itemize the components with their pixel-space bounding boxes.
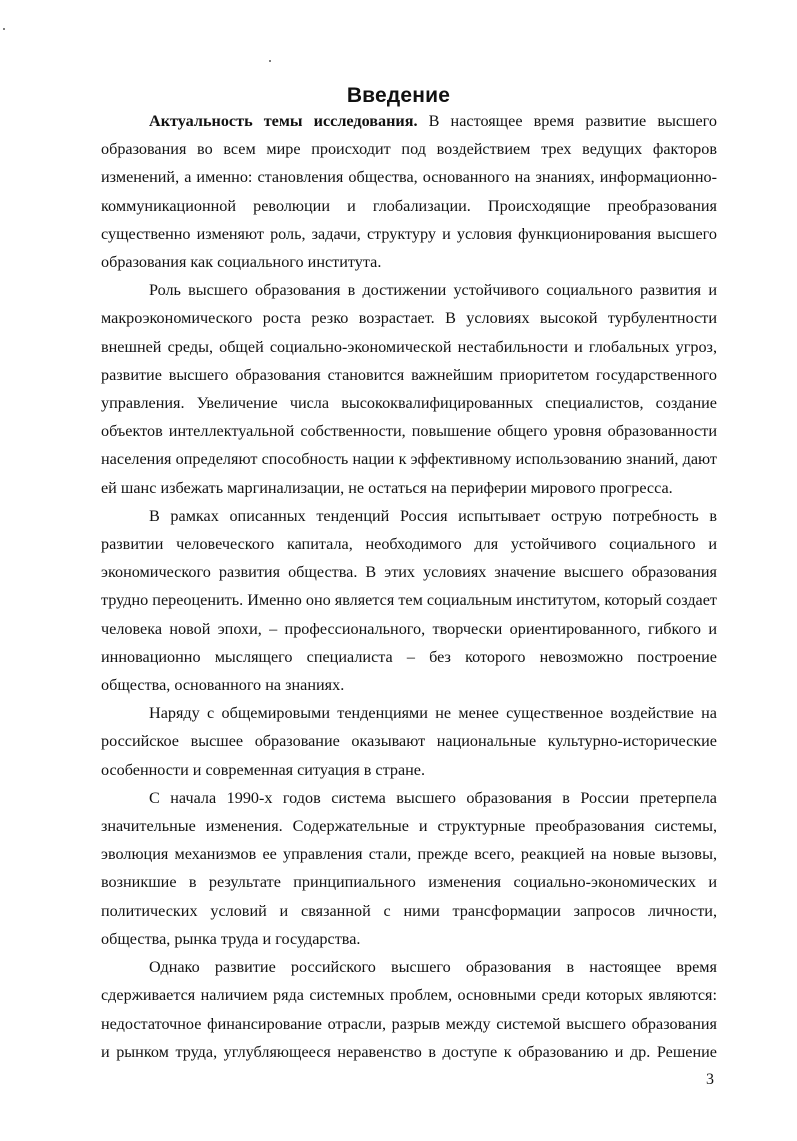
paragraph: Наряду с общемировыми тенденциями не менее существенное воздействие на российское высшее образование оказывают национальные культурно-исторические особенности и современная ситуация в стране. <box>101 704 717 779</box>
paragraph-relevance <box>101 107 717 276</box>
body-text <box>101 107 717 1066</box>
paragraph: Однако развитие российского высшего образования в настоящее время сдерживается наличием ряда системных проблем, основными среди которых являются: недостаточное финансирование отрасли, разрыв между системой высшего образования и рынком труда, углубляющееся неравенство в доступе к образованию и др. Решение <box>101 958 717 1061</box>
paragraph-lead: Актуальность темы исследования. <box>149 112 418 130</box>
paragraph: В рамках описанных тенденций Россия испытывает острую потребность в развитии человеческого капитала, необходимого для устойчивого социального и экономического развития общества. В этих условиях значение высшего образования трудно переоценить. Именно оно является тем социальным институтом, который создает человека новой эпохи, – профессионального, творчески ориентированного, гибкого и инновационно мыслящего специалиста – без которого невозможно построение общества, основанного на знаниях. <box>101 506 717 695</box>
page-title: Введение <box>346 84 451 108</box>
paragraph: Роль высшего образования в достижении устойчивого социального развития и макроэкономического роста резко возрастает. В условиях высокой турбулентности внешней среды, общей социально-экономической нестабильности и глобальных угроз, развитие высшего образования становится важнейшим приоритетом государственного управления. Увеличение числа высококвалифицированных специалистов, создание объектов интеллектуальной собственности, повышение общего уровня образованности населения определяют способность нации к эффективному использованию знаний, дают ей шанс избежать маргинализации, не остаться на периферии мирового прогресса. <box>101 281 717 497</box>
scan-speck <box>3 28 5 30</box>
paragraph: С начала 1990-х годов система высшего образования в России претерпела значительные изменения. Содержательные и структурные преобразования системы, эволюция механизмов ее управления стали, прежде всего, реакцией на новые вызовы, возникшие в результате принципиального изменения социально-экономических и политических условий и связанной с ними трансформации запросов личности, общества, рынка труда и государства. <box>101 788 717 948</box>
paragraph-text: В настоящее время развитие высшего образования во всем мире происходит под воздействием трех ведущих факторов изменений, а именно: становления общества, основанного на знаниях, информационно-коммуникационной революции и глобализации. Происходящие преобразования существенно изменяют роль, задачи, структуру и условия функционирования высшего образования как социального института. <box>101 112 718 272</box>
scan-speck <box>269 60 271 62</box>
page-number: 3 <box>706 1071 714 1088</box>
